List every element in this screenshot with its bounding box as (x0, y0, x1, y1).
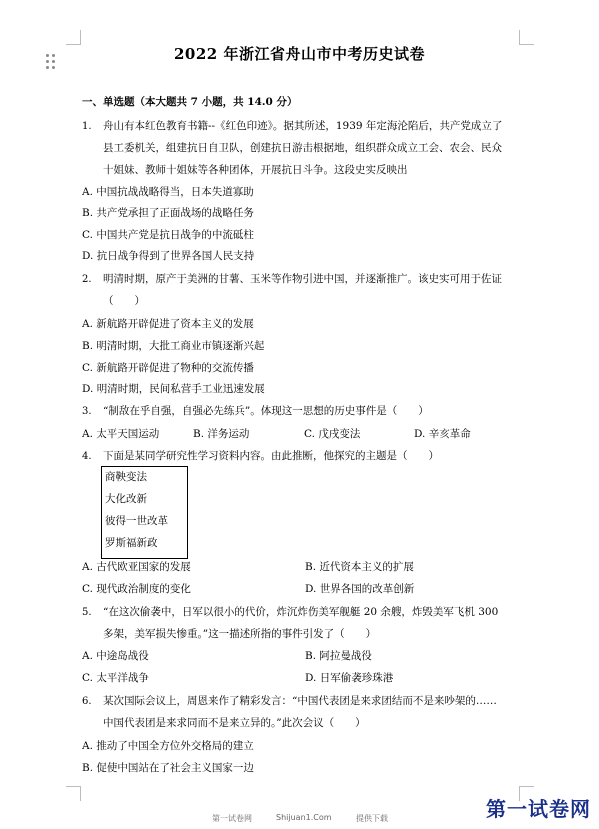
watermark-logo: 第一试卷网 (486, 797, 591, 821)
question-2-option-d: D. 明清时期，民间私营手工业迅速发展 (82, 383, 265, 395)
question-4-option-c: C. 现代政治制度的变化 (82, 583, 191, 595)
question-5-option-d: D. 日军偷袭珍珠港 (305, 672, 394, 684)
section-heading: 一、单选题（本大题共 7 小题，共 14.0 分） (82, 96, 298, 108)
question-6-line-1: 某次国际会议上，周恩来作了精彩发言：“中国代表团是来求团结而不是来吵架的…… (103, 695, 497, 707)
page-title: 2022 年浙江省舟山市中考历史试卷 (174, 45, 425, 63)
question-5-option-c: C. 太平洋战争 (82, 672, 149, 684)
material-item: 大化改新 (105, 493, 147, 505)
question-1-line-1: 舟山有本红色教育书籍--《红色印迹》。据其所述，1939 年定海沦陷后，共产党成立了 (103, 120, 503, 132)
question-1-number: 1. (82, 121, 92, 132)
question-3-line-1: “制敌在乎自强，自强必先练兵”。体现这一思想的历史事件是（ ） (103, 405, 429, 417)
question-2-option-c: C. 新航路开辟促进了物种的交流传播 (82, 362, 254, 374)
question-1-line-3: 十姐妹、教师十姐妹等各种团体，开展抗日斗争。这段史实反映出 (103, 164, 408, 176)
question-4-number: 4. (82, 451, 92, 462)
question-2-option-b: B. 明清时期，大批工商业市镇逐渐兴起 (82, 340, 265, 352)
question-2-number: 2. (82, 274, 92, 285)
material-item: 商鞅变法 (105, 471, 147, 483)
question-6-number: 6. (82, 696, 92, 707)
question-4-line-1: 下面是某同学研究性学习资料内容。由此推断，他探究的主题是（ ） (103, 450, 439, 462)
corner-mark-bottom-left (66, 786, 81, 801)
material-item: 彼得一世改革 (105, 515, 168, 527)
footer-download-note: 提供下载 (356, 814, 388, 823)
footer-site-name: 第一试卷网 (212, 814, 252, 823)
question-5-number: 5. (82, 607, 92, 618)
question-5-option-a: A. 中途岛战役 (82, 650, 149, 662)
question-3-number: 3. (82, 406, 92, 417)
question-1-option-d: D. 抗日战争得到了世界各国人民支持 (82, 250, 255, 262)
question-3-option-c: C. 戊戌变法 (304, 428, 361, 440)
question-3-option-d: D. 辛亥革命 (414, 428, 471, 440)
question-5-option-b: B. 阿拉曼战役 (305, 650, 372, 662)
footer-site-url: Shijuan1.Com (276, 813, 332, 822)
question-3-option-a: A. 太平天国运动 (82, 428, 160, 440)
study-material-box (101, 466, 188, 559)
question-4-option-d: D. 世界各国的改革创新 (305, 583, 415, 595)
question-1-option-b: B. 共产党承担了正面战场的战略任务 (82, 207, 254, 219)
question-3-option-b: B. 洋务运动 (193, 428, 250, 440)
question-6-line-2: 中国代表团是来求同而不是来立异的。”此次会议（ ） (103, 717, 366, 729)
question-5-line-1: “在这次偷袭中，日军以很小的代价，炸沉炸伤美军舰艇 20 余艘，炸毁美军飞机 300 (103, 606, 499, 618)
question-6-option-b: B. 促使中国站在了社会主义国家一边 (82, 762, 254, 774)
question-1-option-a: A. 中国抗战战略得当，日本失道寡助 (82, 186, 254, 198)
material-item: 罗斯福新政 (105, 537, 158, 549)
question-6-option-a: A. 推动了中国全方位外交格局的建立 (82, 740, 254, 752)
question-2-line-2: （ ） (103, 295, 145, 307)
question-5-line-2: 多架，美军损失惨重。”这一描述所指的事件引发了（ ） (103, 628, 377, 640)
question-1-line-2: 县工委机关，组建抗日自卫队，创建抗日游击根据地，组织群众成立工会、农会、民众 (103, 142, 502, 154)
question-4-option-a: A. 古代欧亚国家的发展 (82, 561, 191, 573)
question-2-line-1: 明清时期，原产于美洲的甘薯、玉米等作物引进中国，并逐渐推广。该史实可用于佐证 (103, 273, 502, 285)
question-2-option-a: A. 新航路开辟促进了资本主义的发展 (82, 318, 254, 330)
question-4-option-b: B. 近代资本主义的扩展 (305, 561, 414, 573)
question-1-option-c: C. 中国共产党是抗日战争的中流砥柱 (82, 229, 254, 241)
